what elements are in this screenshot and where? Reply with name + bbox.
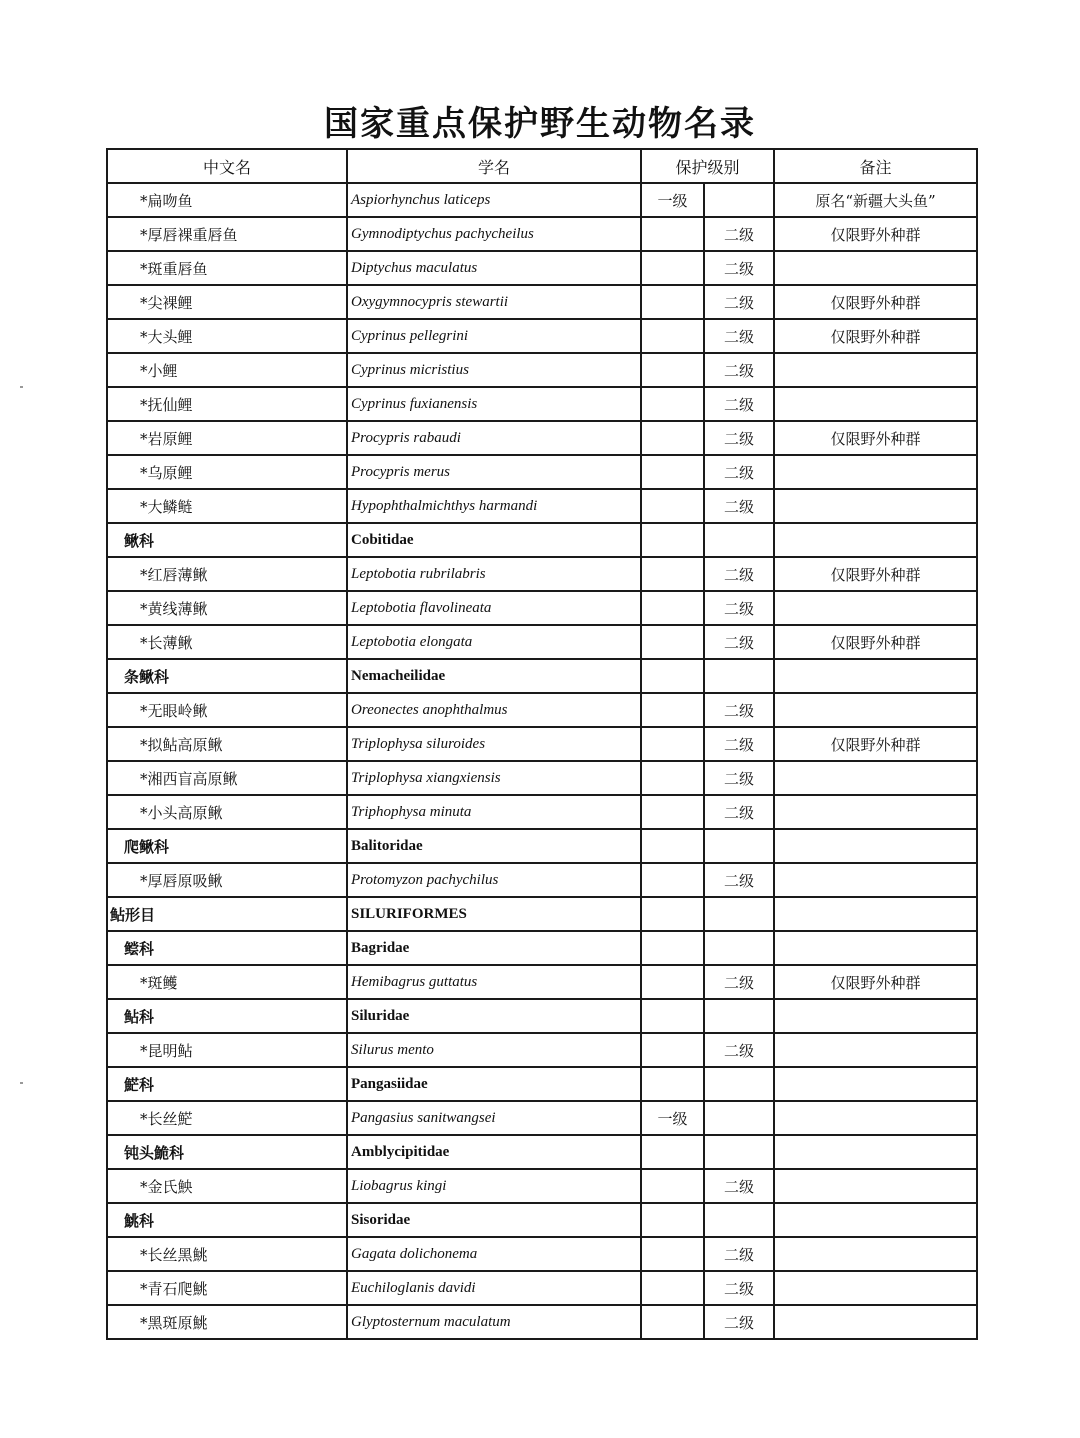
remark-cell — [774, 1033, 977, 1067]
remark-cell — [774, 659, 977, 693]
scientific-name-cell: Amblycipitidae — [347, 1135, 641, 1169]
level-one-cell — [641, 319, 704, 353]
chinese-name-cell: *尖裸鲤 — [107, 285, 347, 319]
chinese-name-cell: 鳅科 — [107, 523, 347, 557]
species-row — [107, 1305, 977, 1339]
scientific-name-cell: Oxygymnocypris stewartii — [347, 285, 641, 319]
family-row — [107, 1135, 977, 1169]
scan-speck — [20, 1082, 23, 1084]
remark-cell: 仅限野外种群 — [774, 319, 977, 353]
level-one-cell — [641, 421, 704, 455]
species-row — [107, 1169, 977, 1203]
scientific-name-cell: Cobitidae — [347, 523, 641, 557]
species-row — [107, 489, 977, 523]
level-two-cell — [704, 829, 774, 863]
scientific-name-cell: Aspiorhynchus laticeps — [347, 183, 641, 217]
level-one-cell — [641, 1237, 704, 1271]
level-two-cell: 二级 — [704, 863, 774, 897]
level-one-cell — [641, 285, 704, 319]
scientific-name-cell: Procypris rabaudi — [347, 421, 641, 455]
scientific-name-cell: Triplophysa siluroides — [347, 727, 641, 761]
family-row — [107, 829, 977, 863]
species-row — [107, 353, 977, 387]
level-one-cell — [641, 727, 704, 761]
header-chinese-name: 中文名 — [107, 149, 347, 183]
chinese-name-cell: *昆明鲇 — [107, 1033, 347, 1067]
level-two-cell — [704, 897, 774, 931]
chinese-name-cell: *青石爬鮡 — [107, 1271, 347, 1305]
chinese-name-cell: *无眼岭鳅 — [107, 693, 347, 727]
level-two-cell — [704, 183, 774, 217]
species-row — [107, 217, 977, 251]
remark-cell — [774, 863, 977, 897]
family-row — [107, 931, 977, 965]
chinese-name-cell: *大头鲤 — [107, 319, 347, 353]
chinese-name-cell: 鮡科 — [107, 1203, 347, 1237]
level-two-cell — [704, 999, 774, 1033]
remark-cell — [774, 829, 977, 863]
species-row — [107, 863, 977, 897]
chinese-name-cell: *黄线薄鳅 — [107, 591, 347, 625]
level-one-cell — [641, 863, 704, 897]
level-two-cell: 二级 — [704, 353, 774, 387]
chinese-name-cell: *长薄鳅 — [107, 625, 347, 659]
header-row — [107, 149, 977, 183]
scientific-name-cell: Hemibagrus guttatus — [347, 965, 641, 999]
scientific-name-cell: Silurus mento — [347, 1033, 641, 1067]
species-row — [107, 1237, 977, 1271]
scan-speck — [20, 386, 23, 388]
level-one-cell — [641, 1033, 704, 1067]
level-one-cell — [641, 795, 704, 829]
chinese-name-cell: 钝头鮠科 — [107, 1135, 347, 1169]
level-two-cell: 二级 — [704, 795, 774, 829]
level-one-cell — [641, 1203, 704, 1237]
scientific-name-cell: SILURIFORMES — [347, 897, 641, 931]
remark-cell: 原名“新疆大头鱼” — [774, 183, 977, 217]
level-one-cell: 一级 — [641, 183, 704, 217]
remark-cell — [774, 1067, 977, 1101]
page-title: 国家重点保护野生动物名录 — [324, 104, 756, 144]
remark-cell — [774, 1203, 977, 1237]
remark-cell — [774, 1237, 977, 1271]
remark-cell — [774, 1169, 977, 1203]
species-row — [107, 1033, 977, 1067]
level-two-cell: 二级 — [704, 217, 774, 251]
level-one-cell — [641, 387, 704, 421]
chinese-name-cell: *岩原鲤 — [107, 421, 347, 455]
level-one-cell — [641, 761, 704, 795]
remark-cell — [774, 455, 977, 489]
level-one-cell — [641, 217, 704, 251]
scientific-name-cell: Triphophysa minuta — [347, 795, 641, 829]
level-two-cell: 二级 — [704, 693, 774, 727]
level-two-cell: 二级 — [704, 251, 774, 285]
level-one-cell — [641, 1169, 704, 1203]
level-one-cell — [641, 251, 704, 285]
chinese-name-cell: *斑重唇鱼 — [107, 251, 347, 285]
level-one-cell — [641, 1067, 704, 1101]
species-row — [107, 965, 977, 999]
level-two-cell: 二级 — [704, 1033, 774, 1067]
chinese-name-cell: *小头高原鳅 — [107, 795, 347, 829]
scientific-name-cell: Leptobotia rubrilabris — [347, 557, 641, 591]
species-row — [107, 1271, 977, 1305]
level-one-cell — [641, 1271, 704, 1305]
species-row — [107, 455, 977, 489]
level-one-cell — [641, 999, 704, 1033]
scientific-name-cell: Cyprinus fuxianensis — [347, 387, 641, 421]
header-scientific-name: 学名 — [347, 149, 641, 183]
remark-cell — [774, 897, 977, 931]
level-two-cell — [704, 1067, 774, 1101]
level-two-cell: 二级 — [704, 1271, 774, 1305]
level-two-cell: 二级 — [704, 557, 774, 591]
remark-cell: 仅限野外种群 — [774, 625, 977, 659]
level-two-cell — [704, 1135, 774, 1169]
chinese-name-cell: 鲿科 — [107, 931, 347, 965]
chinese-name-cell: *大鳞鲢 — [107, 489, 347, 523]
chinese-name-cell: *长丝黑鮡 — [107, 1237, 347, 1271]
scientific-name-cell: Gymnodiptychus pachycheilus — [347, 217, 641, 251]
level-two-cell: 二级 — [704, 455, 774, 489]
scientific-name-cell: Diptychus maculatus — [347, 251, 641, 285]
level-one-cell — [641, 659, 704, 693]
scientific-name-cell: Protomyzon pachychilus — [347, 863, 641, 897]
level-one-cell — [641, 489, 704, 523]
remark-cell — [774, 1305, 977, 1339]
level-one-cell — [641, 693, 704, 727]
chinese-name-cell: *长丝𩷶 — [107, 1101, 347, 1135]
level-one-cell: 一级 — [641, 1101, 704, 1135]
level-two-cell — [704, 659, 774, 693]
scientific-name-cell: Liobagrus kingi — [347, 1169, 641, 1203]
scientific-name-cell: Leptobotia elongata — [347, 625, 641, 659]
scientific-name-cell: Cyprinus pellegrini — [347, 319, 641, 353]
scientific-name-cell: Sisoridae — [347, 1203, 641, 1237]
scientific-name-cell: Hypophthalmichthys harmandi — [347, 489, 641, 523]
remark-cell — [774, 591, 977, 625]
remark-cell: 仅限野外种群 — [774, 727, 977, 761]
level-one-cell — [641, 353, 704, 387]
level-two-cell — [704, 1101, 774, 1135]
chinese-name-cell: *红唇薄鳅 — [107, 557, 347, 591]
species-row — [107, 795, 977, 829]
scientific-name-cell: Procypris merus — [347, 455, 641, 489]
scientific-name-cell: Euchiloglanis davidi — [347, 1271, 641, 1305]
remark-cell: 仅限野外种群 — [774, 217, 977, 251]
header-remarks: 备注 — [774, 149, 977, 183]
species-row — [107, 727, 977, 761]
chinese-name-cell: 𩷶科 — [107, 1067, 347, 1101]
scientific-name-cell: Siluridae — [347, 999, 641, 1033]
level-one-cell — [641, 1305, 704, 1339]
species-row — [107, 557, 977, 591]
species-row — [107, 591, 977, 625]
level-two-cell: 二级 — [704, 1305, 774, 1339]
level-one-cell — [641, 557, 704, 591]
species-row — [107, 183, 977, 217]
family-row — [107, 999, 977, 1033]
level-two-cell — [704, 1203, 774, 1237]
chinese-name-cell: 鲇科 — [107, 999, 347, 1033]
chinese-name-cell: *黑斑原鮡 — [107, 1305, 347, 1339]
level-one-cell — [641, 625, 704, 659]
species-row — [107, 421, 977, 455]
level-two-cell: 二级 — [704, 387, 774, 421]
family-row — [107, 1203, 977, 1237]
scientific-name-cell: Gagata dolichonema — [347, 1237, 641, 1271]
order-row — [107, 897, 977, 931]
species-row — [107, 251, 977, 285]
chinese-name-cell: *扁吻鱼 — [107, 183, 347, 217]
chinese-name-cell: *乌原鲤 — [107, 455, 347, 489]
chinese-name-cell: *斑鳠 — [107, 965, 347, 999]
level-two-cell: 二级 — [704, 591, 774, 625]
species-row — [107, 319, 977, 353]
chinese-name-cell: *抚仙鲤 — [107, 387, 347, 421]
scientific-name-cell: Triplophysa xiangxiensis — [347, 761, 641, 795]
remark-cell — [774, 387, 977, 421]
level-one-cell — [641, 931, 704, 965]
scientific-name-cell: Leptobotia flavolineata — [347, 591, 641, 625]
remark-cell — [774, 1101, 977, 1135]
level-one-cell — [641, 455, 704, 489]
chinese-name-cell: 爬鳅科 — [107, 829, 347, 863]
level-two-cell: 二级 — [704, 727, 774, 761]
species-row — [107, 761, 977, 795]
scientific-name-cell: Cyprinus micristius — [347, 353, 641, 387]
remark-cell — [774, 251, 977, 285]
remark-cell — [774, 489, 977, 523]
family-row — [107, 523, 977, 557]
scientific-name-cell: Pangasius sanitwangsei — [347, 1101, 641, 1135]
level-one-cell — [641, 829, 704, 863]
level-one-cell — [641, 897, 704, 931]
scientific-name-cell: Bagridae — [347, 931, 641, 965]
scientific-name-cell: Nemacheilidae — [347, 659, 641, 693]
scientific-name-cell: Pangasiidae — [347, 1067, 641, 1101]
chinese-name-cell: 条鳅科 — [107, 659, 347, 693]
level-two-cell: 二级 — [704, 965, 774, 999]
level-two-cell: 二级 — [704, 1237, 774, 1271]
scientific-name-cell: Oreonectes anophthalmus — [347, 693, 641, 727]
species-row — [107, 693, 977, 727]
remark-cell — [774, 353, 977, 387]
species-row — [107, 285, 977, 319]
species-row — [107, 625, 977, 659]
species-row — [107, 1101, 977, 1135]
scientific-name-cell: Glyptosternum maculatum — [347, 1305, 641, 1339]
remark-cell — [774, 693, 977, 727]
level-one-cell — [641, 523, 704, 557]
remark-cell: 仅限野外种群 — [774, 557, 977, 591]
remark-cell: 仅限野外种群 — [774, 965, 977, 999]
chinese-name-cell: *厚唇裸重唇鱼 — [107, 217, 347, 251]
chinese-name-cell: *拟鲇高原鳅 — [107, 727, 347, 761]
remark-cell: 仅限野外种群 — [774, 285, 977, 319]
level-two-cell: 二级 — [704, 285, 774, 319]
level-two-cell: 二级 — [704, 625, 774, 659]
level-two-cell: 二级 — [704, 319, 774, 353]
chinese-name-cell: *厚唇原吸鳅 — [107, 863, 347, 897]
level-two-cell: 二级 — [704, 1169, 774, 1203]
level-two-cell — [704, 523, 774, 557]
remark-cell — [774, 999, 977, 1033]
level-two-cell: 二级 — [704, 421, 774, 455]
species-table — [106, 148, 978, 1340]
remark-cell — [774, 931, 977, 965]
level-two-cell: 二级 — [704, 761, 774, 795]
family-row — [107, 659, 977, 693]
remark-cell — [774, 1135, 977, 1169]
header-protection-level: 保护级别 — [641, 149, 774, 183]
level-one-cell — [641, 965, 704, 999]
remark-cell — [774, 523, 977, 557]
remark-cell — [774, 795, 977, 829]
chinese-name-cell: 鲇形目 — [107, 897, 347, 931]
chinese-name-cell: *金氏䱀 — [107, 1169, 347, 1203]
level-two-cell — [704, 931, 774, 965]
species-row — [107, 387, 977, 421]
level-two-cell: 二级 — [704, 489, 774, 523]
remark-cell — [774, 1271, 977, 1305]
scientific-name-cell: Balitoridae — [347, 829, 641, 863]
remark-cell: 仅限野外种群 — [774, 421, 977, 455]
family-row — [107, 1067, 977, 1101]
chinese-name-cell: *小鲤 — [107, 353, 347, 387]
chinese-name-cell: *湘西盲高原鳅 — [107, 761, 347, 795]
remark-cell — [774, 761, 977, 795]
level-one-cell — [641, 591, 704, 625]
level-one-cell — [641, 1135, 704, 1169]
